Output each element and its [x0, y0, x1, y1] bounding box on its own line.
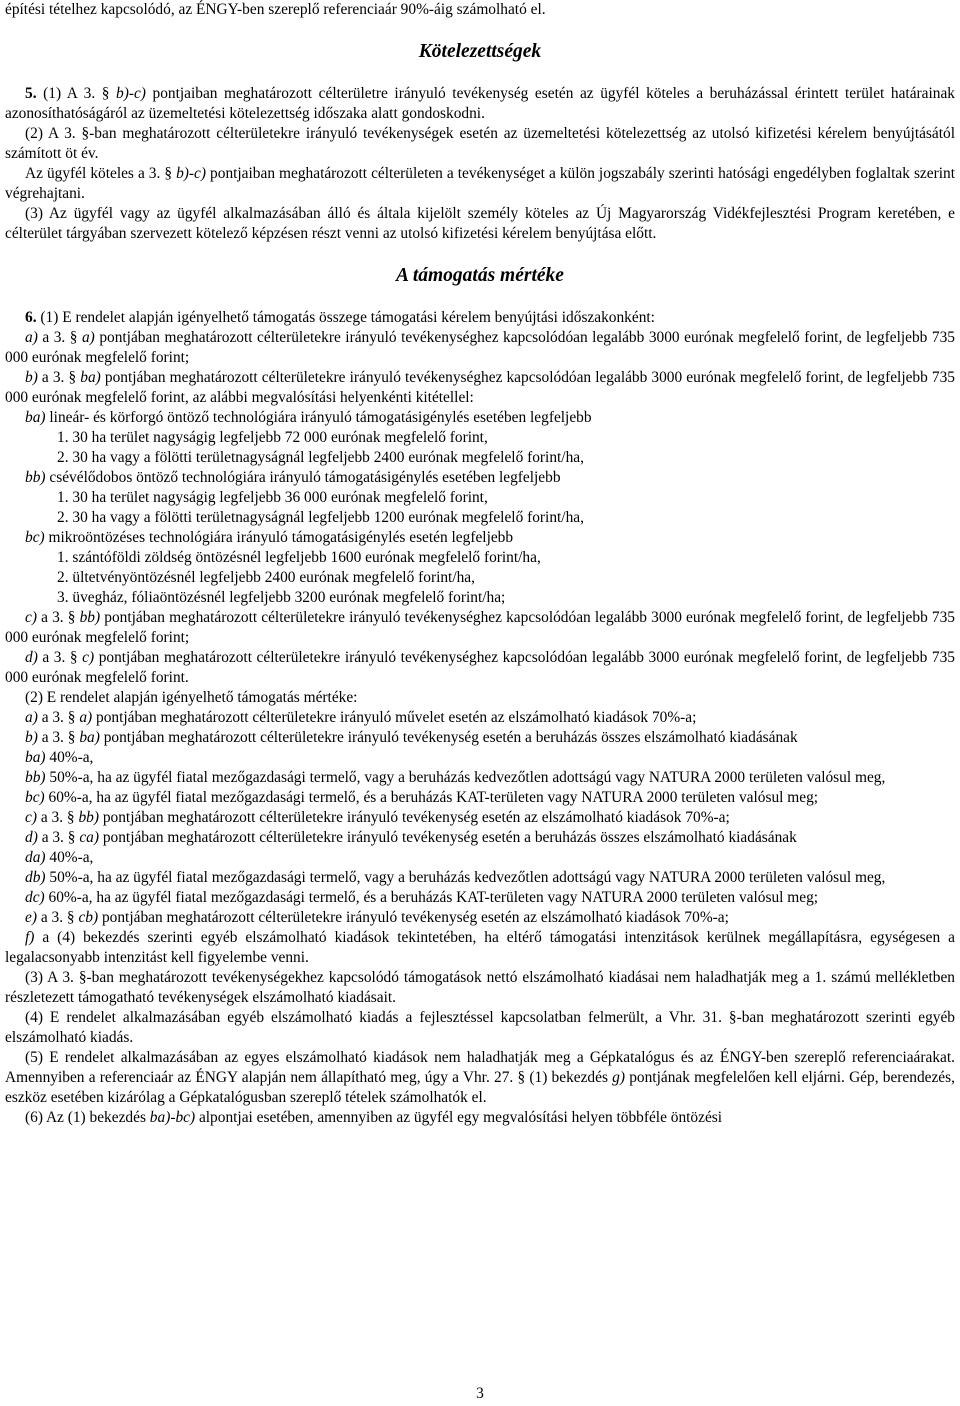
paragraph-5-obligation: Az ügyfél köteles a 3. § b)-c) pontjaiban meghatározott célterületen a tevékenységet a külön jogszabály szerinti hatósági engedélyben foglaltak szerint végrehajtani. — [5, 165, 955, 202]
rate-e: e) a 3. § cb) pontjában meghatározott célterületekre irányuló tevékenység esetén az elszámolható kiadások 70%-a; — [25, 909, 729, 926]
rate-bc: bc) 60%-a, ha az ügyfél fiatal mezőgazdasági termelő, és a beruházás KAT-területen vagy NATURA 2000 területen valósul meg; — [25, 789, 819, 806]
item-bb-2: 2. 30 ha vagy a fölötti területnagyságnál legfeljebb 1200 eurónak megfelelő forint/ha, — [57, 509, 584, 526]
rate-d: d) a 3. § ca) pontjában meghatározott célterületekre irányuló tevékenység esetén a beruházás összes elszámolható kiadásának — [25, 829, 797, 846]
item-ba: ba) lineár- és körforgó öntöző technológiára irányuló támogatásigénylés esetében legfeljebb — [25, 409, 592, 426]
item-ba-2: 2. 30 ha vagy a fölötti területnagyságnál legfeljebb 2400 eurónak megfelelő forint/ha, — [57, 449, 584, 466]
item-c: c) a 3. § bb) pontjában meghatározott célterületekre irányuló tevékenységhez kapcsolódóan legalább 3000 eurónak megfelelő forint, de legfeljebb 735 000 eurónak megfelelő forint; — [5, 609, 955, 646]
item-bc-3: 3. üvegház, fóliaöntözésnél legfeljebb 3200 eurónak megfelelő forint/ha; — [57, 589, 506, 606]
paragraph-6-5: (5) E rendelet alkalmazásában az egyes elszámolható kiadások nem haladhatják meg a Gépkatalógus és az ÉNGY-ben szereplő referenciaárakat. Amennyiben a referenciaár az ÉNGY alapján nem állapítható meg, úgy a Vhr. 27. § (1) bekezdés g) pontjának megfelelően kell eljárni. Gép, berendezés, eszköz esetében kizárólag a Gépkatalógusban szereplő tételek számolhatók el. — [5, 1049, 955, 1106]
item-b: b) a 3. § ba) pontjában meghatározott célterületekre irányuló tevékenységhez kapcsolódóan legalább 3000 eurónak megfelelő forint, de legfeljebb 735 000 eurónak megfelelő forint, az alábbi megvalósítási helyenkénti kitétellel: — [5, 369, 955, 406]
item-bc: bc) mikroöntözéses technológiára irányuló támogatásigénylés esetén legfeljebb — [25, 529, 514, 546]
item-bc-1: 1. szántóföldi zöldség öntözésnél legfeljebb 1600 eurónak megfelelő forint/ha, — [57, 549, 541, 566]
paragraph-6-6: (6) Az (1) bekezdés ba)-bc) alpontjai esetében, amennyiben az ügyfél egy megvalósítási helyen többféle öntözési — [25, 1109, 723, 1126]
item-bb: bb) csévélődobos öntöző technológiára irányuló támogatásigénylés esetében legfeljebb — [25, 469, 561, 486]
paragraph-5-1: 5. (1) A 3. § b)-c) pontjaiban meghatározott célterületre irányuló tevékenység esetén az ügyfél köteles a beruházással érintett terület határainak azonosíthatóságáról az üzemeltetési kötelezettség időszaka alatt gondoskodni. — [5, 85, 955, 122]
top-line: építési tételhez kapcsolódó, az ÉNGY-ben szereplő referenciaár 90%-áig számolható el. — [5, 1, 546, 18]
item-ba-1: 1. 30 ha terület nagyságig legfeljebb 72 000 eurónak megfelelő forint, — [57, 429, 488, 446]
section-heading-tamogatas-merteke: A támogatás mértéke — [396, 265, 564, 286]
item-a: a) a 3. § a) pontjában meghatározott célterületekre irányuló tevékenységhez kapcsolódóan legalább 3000 eurónak megfelelő forint, de legfeljebb 735 000 eurónak megfelelő forint; — [5, 329, 955, 366]
paragraph-5-3: (3) Az ügyfél vagy az ügyfél alkalmazásában álló és általa kijelölt személy köteles az Új Magyarország Vidékfejlesztési Program keretében, e célterület tárgyában szervezett kötelező képzésen részt venni az utolsó kifizetési kérelem benyújtása előtt. — [5, 205, 955, 242]
paragraph-6-4: (4) E rendelet alkalmazásában egyéb elszámolható kiadás a fejlesztéssel kapcsolatban felmerült, a Vhr. 31. §-ban meghatározott szerinti egyéb elszámolható kiadás. — [5, 1009, 955, 1046]
section-heading-kotelezettsegek: Kötelezettségek — [418, 41, 542, 62]
item-bc-2: 2. ültetvényöntözésnél legfeljebb 2400 eurónak megfelelő forint/ha, — [57, 569, 475, 586]
rate-a: a) a 3. § a) pontjában meghatározott célterületekre irányuló művelet esetén az elszámolható kiadások 70%-a; — [25, 709, 697, 726]
document-page — [5, 0, 955, 1128]
item-bb-1: 1. 30 ha terület nagyságig legfeljebb 36 000 eurónak megfelelő forint, — [57, 489, 488, 506]
page-number: 3 — [476, 1385, 484, 1402]
rate-f: f) a (4) bekezdés szerinti egyéb elszámolható kiadások tekintetében, ha eltérő támogatási intenzitások kerülnek megállapításra, egységesen a legalacsonyabb intenzitást kell figyelembe venni. — [5, 929, 955, 966]
paragraph-6-2: (2) E rendelet alapján igényelhető támogatás mértéke: — [25, 689, 358, 706]
paragraph-5-2: (2) A 3. §-ban meghatározott célterületekre irányuló tevékenységek esetén az üzemeltetési kötelezettség az utolsó kifizetési kérelem benyújtásától számított öt év. — [5, 125, 955, 162]
rate-b: b) a 3. § ba) pontjában meghatározott célterületekre irányuló tevékenység esetén a beruházás összes elszámolható kiadásának — [25, 729, 798, 746]
paragraph-6-3: (3) A 3. §-ban meghatározott tevékenységekhez kapcsolódó támogatások nettó elszámolható kiadásai nem haladhatják meg a 1. számú mellékletben részletezett támogatható tevékenységek elszámolható kiadásait. — [5, 969, 955, 1006]
paragraph-number: 5. — [25, 85, 37, 102]
rate-db: db) 50%-a, ha az ügyfél fiatal mezőgazdasági termelő, vagy a beruházás kedvezőtlen adottságú vagy NATURA 2000 területen valósul meg, — [25, 869, 886, 886]
item-d: d) a 3. § c) pontjában meghatározott célterületekre irányuló tevékenységhez kapcsolódóan legalább 3000 eurónak megfelelő forint, de legfeljebb 735 000 eurónak megfelelő forint. — [5, 649, 955, 686]
rate-ba: ba) 40%-a, — [25, 749, 94, 766]
rate-c: c) a 3. § bb) pontjában meghatározott célterületekre irányuló tevékenység esetén az elszámolható kiadások 70%-a; — [25, 809, 730, 826]
rate-bb: bb) 50%-a, ha az ügyfél fiatal mezőgazdasági termelő, vagy a beruházás kedvezőtlen adottságú vagy NATURA 2000 területen valósul meg, — [25, 769, 886, 786]
rate-dc: dc) 60%-a, ha az ügyfél fiatal mezőgazdasági termelő, és a beruházás KAT-területen vagy NATURA 2000 területen valósul meg; — [25, 889, 819, 906]
rate-da: da) 40%-a, — [25, 849, 94, 866]
paragraph-6-1: 6. (1) E rendelet alapján igényelhető támogatás összege támogatási kérelem benyújtási időszakonként: — [25, 309, 655, 326]
